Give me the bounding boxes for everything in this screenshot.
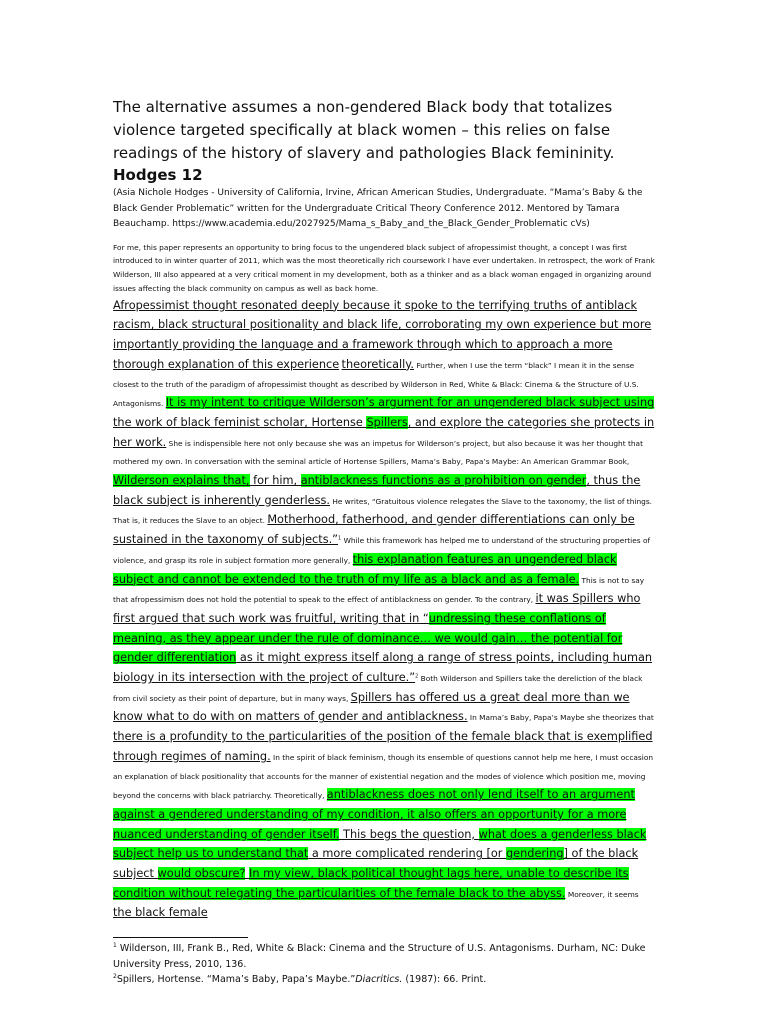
highlighted-text: black political thought lags here, unable to describe its condition without relegating the particularities of the female black to the abyss.: [113, 867, 629, 900]
small-text: Further, when I use the term “black” I mean it in the sense closest to the truth of the paradigm of afropessimist thought as described by Wilderson in Red, White & Black: Cinema & the Structure of U.S. Antagonisms.: [113, 360, 639, 409]
highlighted-text: Wilderson explains that,: [113, 474, 250, 488]
underlined-text: ] of the black subject: [113, 847, 639, 881]
highlighted-text: gendering: [506, 847, 564, 861]
footnote-2-journal: Diacritics.: [355, 974, 403, 986]
underlined-text: for him,: [249, 474, 301, 488]
underlined-text: This begs the question,: [339, 827, 479, 841]
footnote-divider: [113, 937, 248, 938]
small-text: In Mama’s Baby, Papa’s Maybe she theorizes that: [467, 713, 654, 723]
underlined-text: Motherhood, fatherhood, and gender differentiations can only be sustained in the taxonomy of subjects.”: [113, 513, 635, 547]
underlined-text: the work of black feminist scholar, Hortense: [113, 415, 367, 429]
footnote-2: [113, 972, 658, 988]
small-text: Both Wilderson and Spillers take the dereliction of the black from civil society as their point of departure, but in many ways,: [113, 674, 643, 703]
cite-info: (Asia Nichole Hodges - University of California, Irvine, African American Studies, Undergraduate. “Mama’s Baby & the Black Gender Problematic” written for the Undergraduate Critical Theory Conference 2012. Mentored by Tamara Beauchamp. https://www.academia.edu/2027925/Mama_s_Baby_and_the_Black_Gender_Problematic cVs): [113, 188, 643, 229]
small-text: He writes, “Gratuitous violence relegates the Slave to the taxonomy, the list of things. That is, it reduces the Slave to an object.: [113, 496, 653, 526]
highlighted-text: It is my intent to critique Wilderson’s argument for an ungendered black subject using: [165, 396, 655, 410]
underlined-text: the black female: [113, 906, 208, 920]
footnote-ref: 2: [415, 673, 419, 680]
underlined-text: as it might express itself along a range of stress points, including human biology in its intersection with the project of culture.”: [113, 651, 653, 685]
card-body: [113, 297, 658, 925]
highlighted-text: antiblackness does not only lend itself to an argument against a gendered understanding of my condition, it also offers an opportunity for a more nuanced understanding of gender itself.: [113, 788, 635, 841]
underlined-text: Spillers has offered us a great deal more than we know what to do with on matters of gender and antiblackness.: [113, 690, 630, 724]
small-text: While this framework has helped me to understand of the structuring properties of violence, and grasp its role in subject formation more generally,: [113, 536, 651, 565]
underlined-text: Afropessimist thought resonated deeply because it spoke to the terrifying truths of antiblack racism, black structural positionality and black life, corroborating my own experience but more importantly providing the language and a framework through which to approach a more thorough explanation of this experience: [113, 298, 652, 371]
underlined-text: it was Spillers who first argued that such work was fruitful, writing that in “: [113, 592, 641, 625]
highlighted-text: undressing these conflations of meaning, as they appear under the rule of dominance… we would gain… the potential for gender differentiation: [113, 611, 623, 665]
footnote-1: [113, 941, 658, 972]
intro-paragraph: For me, this paper represents an opportunity to bring focus to the ungendered black subject of afropessimist thought, a concept I was first introduced to in winter quarter of 2011, which was the most theoretically rich coursework I have ever undertaken. In retrospect, the work of Frank Wilderson, III also appeared at a very critical moment in my development, both as a thinker and as a black woman engaged in organizing around issues affecting the black community on campus as well as back home.: [113, 242, 655, 293]
cite-author: Hodges 12: [113, 166, 203, 184]
highlighted-text: Spillers: [366, 415, 408, 429]
small-text: In the spirit of black feminism, though its ensemble of questions cannot help me here, I must occasion an explanation of black positionality that accounts for the manner of existential negation and the modes of violence which position me, moving beyond the concerns with black patriarchy. Theoretically,: [113, 752, 654, 801]
underlined-text: there is a profundity to the particularities of the position of the female black that is exemplified through regimes of naming.: [113, 730, 653, 763]
small-text: She is indispensible here not only because she was an impetus for Wilderson’s project, but also because it was her thought that mothered my own. In conversation with the seminal article of Hortense Spillers, Mama’s Baby, Papa’s Maybe: An American Grammar Book,: [113, 438, 643, 467]
highlighted-text: In my view,: [249, 867, 318, 881]
footnote-1-number: 1: [113, 942, 117, 950]
highlighted-text: what does a genderless black subject help us to understand that: [113, 827, 647, 861]
highlighted-text: this explanation features an ungendered black subject and cannot be extended to the truth of my life as a black and as a female.: [113, 552, 617, 586]
small-text: Moreover, it seems: [565, 889, 639, 899]
underlined-text: theoretically.: [341, 357, 414, 371]
highlighted-text: would obscure?: [157, 867, 246, 881]
underlined-text: , and explore the categories she protects in her work.: [113, 415, 655, 449]
footnote-1-text: Wilderson, III, Frank B., Red, White & Black: Cinema and the Structure of U.S. Antagonisms. Durham, NC: Duke University Press, 2010, 136.: [113, 943, 646, 970]
underlined-text: , thus the black subject is inherently genderless.: [113, 474, 641, 507]
footnotes: [113, 941, 658, 988]
footnote-ref: 1: [338, 535, 342, 542]
footnote-2-text-end: (1987): 66. Print.: [402, 974, 487, 986]
underlined-text: a more complicated rendering [or: [308, 847, 507, 861]
card-tag: The alternative assumes a non-gendered Black body that totalizes violence targeted specifically at black women – this relies on false readings of the history of slavery and pathologies Black femininity.: [113, 98, 615, 162]
highlighted-text: antiblackness functions as a prohibition on gender: [300, 474, 587, 488]
footnote-2-text: Spillers, Hortense. “Mama’s Baby, Papa’s Maybe.”: [116, 974, 356, 986]
small-text: This is not to say that afropessimism does not hold the potential to speak to the effect of antiblackness on gender. To the contrary,: [113, 575, 645, 605]
card-content: [113, 96, 658, 988]
footnote-2-number: 2: [113, 973, 117, 981]
